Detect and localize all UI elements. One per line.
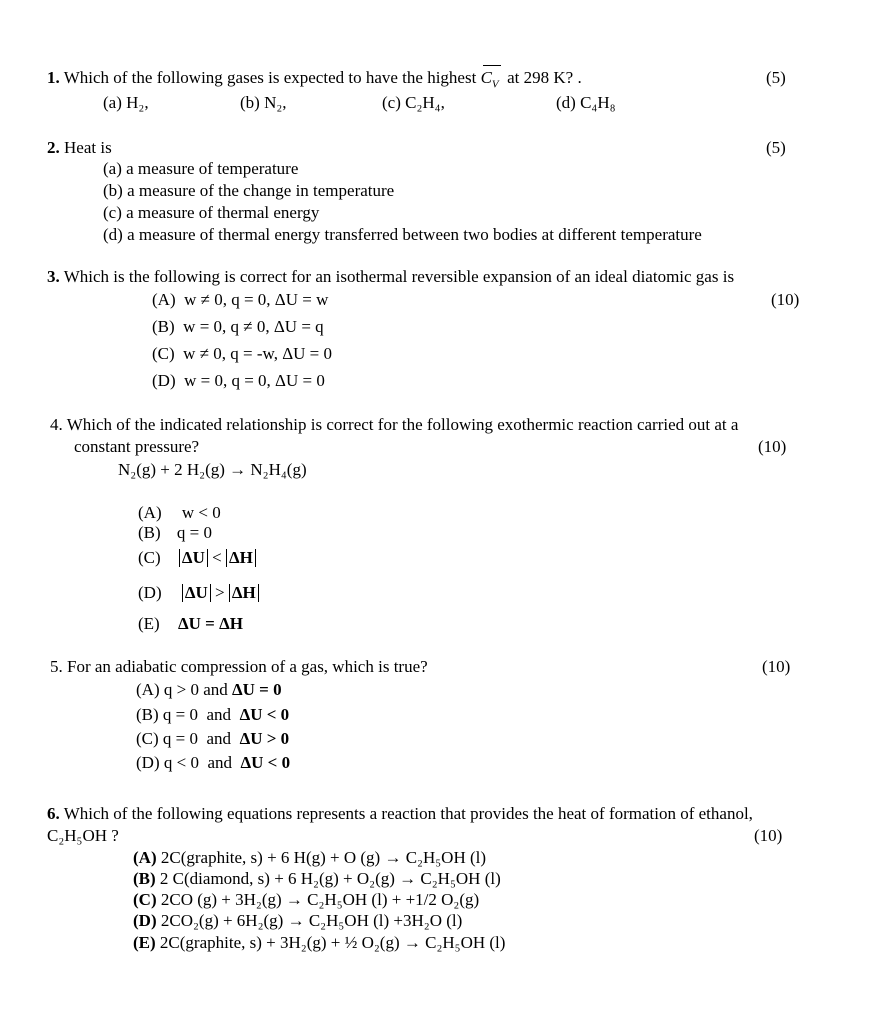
q3-option-a [152,289,328,310]
q6-option-c-text: 2CO (g) + 3H₂(g) → C₂H₅OH (l) + +1/2 O₂(g) [160,890,480,909]
q5-option-d-q: q < 0 [163,753,199,772]
q5-option-c [136,728,289,749]
q4-option-c-right: ΔH [226,549,256,567]
q5-option-d [136,752,290,773]
q6-stem-line-2: C₂H₅OH ? [47,826,119,845]
q4-option-b-text: q = 0 [176,523,213,542]
q4-option-e [138,613,243,634]
q4-points: (10) [758,437,787,456]
q5-option-c-q: q = 0 [162,729,199,748]
q4-option-d-right: ΔH [229,584,259,602]
q6-option-b [133,868,501,889]
q1-cv-letter: C [480,68,492,87]
q5-option-b-and: and [206,705,232,724]
q4-option-c-label: (C) [138,548,161,567]
q1-option-b: (b) N₂, [240,93,287,112]
q6-option-e-text: 2C(graphite, s) + 3H₂(g) + ½ O₂(g) → C₂H₅OH (l) [159,933,506,952]
q6-option-e [133,932,505,953]
q4-stem-line-2: constant pressure? [74,437,200,456]
q3-stem [47,266,734,287]
q5-option-a [136,679,282,700]
q2-stem [47,137,112,158]
q1-option-a: (a) H₂, [103,93,149,112]
q6-stem-text: Which of the following equations represents a reaction that provides the heat of formation of ethanol, [63,804,753,823]
q4-option-d-left: ΔU [182,584,211,602]
q4-option-d-label: (D) [138,583,162,602]
q5-option-c-du: ΔU > 0 [239,729,290,748]
q6-number: 6. [47,804,60,823]
q4-reaction: N₂(g) + 2 H₂(g) → N₂H₄(g) [118,460,307,479]
q5-option-c-label: (C) [136,729,159,748]
q1-option-c: (c) C₂H₄, [382,93,445,112]
q3-option-b-text: w = 0, q ≠ 0, ΔU = q [183,317,324,336]
q4-option-a-label: (A) [138,503,162,522]
q6-option-d [133,910,462,931]
q3-option-a-label: (A) [152,290,176,309]
q3-option-c-text: w ≠ 0, q = -w, ΔU = 0 [183,344,332,363]
q4-option-c-left: ΔU [179,549,208,567]
q6-option-d-text: 2CO₂(g) + 6H₂(g) → C₂H₅OH (l) +3H₂O (l) [160,911,463,930]
q4-option-c-op: < [212,548,222,567]
q5-option-a-du: ΔU = 0 [232,680,282,699]
q3-number: 3. [47,267,60,286]
q6-option-d-label: (D) [133,911,157,930]
q3-option-b-label: (B) [152,317,175,336]
q5-stem [50,656,428,677]
q6-option-a-label: (A) [133,848,157,867]
q3-option-d-text: w = 0, q = 0, ΔU = 0 [184,371,325,390]
q6-option-a-text: 2C(graphite, s) + 6 H(g) + O (g) → C₂H₅OH (l) [160,848,487,867]
q6-option-b-text: 2 C(diamond, s) + 6 H₂(g) + O₂(g) → C₂H₅OH (l) [159,869,501,888]
q6-option-c [133,889,479,910]
q1-stem-tail: at 298 K? . [507,68,582,87]
q2-option-c: (c) a measure of thermal energy [103,203,320,222]
q3-option-c [152,343,332,364]
q5-option-b [136,704,289,725]
q2-option-a: (a) a measure of temperature [103,159,299,178]
q3-option-b [152,316,324,337]
q4-number: 4. [50,415,63,434]
q4-stem-text: Which of the indicated relationship is correct for the following exothermic reaction carried out at a [66,415,739,434]
q1-cv-sub: V [491,78,499,91]
q5-option-c-and: and [206,729,232,748]
q5-number: 5. [50,657,63,676]
q5-option-b-q: q = 0 [162,705,199,724]
q2-option-b: (b) a measure of the change in temperature [103,181,395,200]
q1-number: 1. [47,68,60,87]
q3-option-c-label: (C) [152,344,175,363]
q5-option-b-label: (B) [136,705,159,724]
q5-option-b-du: ΔU < 0 [239,705,290,724]
q3-points: (10) [771,290,800,309]
q5-option-a-q: q > 0 [163,680,199,699]
q4-option-e-text: ΔU = ΔH [177,614,243,633]
q6-option-c-label: (C) [133,890,157,909]
q5-option-a-and: and [203,680,228,699]
q2-stem-text: Heat is [64,138,112,157]
q6-points: (10) [754,826,783,845]
q5-option-d-label: (D) [136,753,160,772]
q5-points: (10) [762,657,791,676]
q6-option-b-label: (B) [133,869,156,888]
q3-option-d-label: (D) [152,371,176,390]
q3-option-d [152,370,325,391]
q2-option-d: (d) a measure of thermal energy transferred between two bodies at different temperature [103,225,702,244]
q1-points: (5) [766,68,786,87]
q5-option-d-and: and [207,753,232,772]
q5-stem-text: For an adiabatic compression of a gas, which is true? [67,657,428,676]
q4-option-a-text: w < 0 [181,503,221,522]
q1-stem-text: Which of the following gases is expected to have the highest [63,68,477,87]
q4-option-d [138,582,259,603]
q3-stem-text: Which is the following is correct for an isothermal reversible expansion of an ideal diatomic gas is [63,267,735,286]
q3-option-a-text: w ≠ 0, q = 0, ΔU = w [184,290,329,309]
q1-option-d: (d) C₄H₈ [556,93,616,112]
q4-option-b [138,522,212,543]
q4-option-e-label: (E) [138,614,160,633]
q5-option-a-label: (A) [136,680,160,699]
q6-option-a [133,847,486,868]
q4-stem-line-1 [50,414,738,435]
q4-option-c [138,547,256,568]
q5-option-d-du: ΔU < 0 [240,753,291,772]
q6-stem-line-1 [47,803,753,824]
q1-cv-symbol [480,67,499,91]
q1-stem [47,67,582,91]
q4-option-d-op: > [215,583,225,602]
q4-option-a [138,502,221,523]
q4-option-b-label: (B) [138,523,161,542]
q6-option-e-label: (E) [133,933,156,952]
q2-number: 2. [47,138,60,157]
q2-points: (5) [766,138,786,157]
